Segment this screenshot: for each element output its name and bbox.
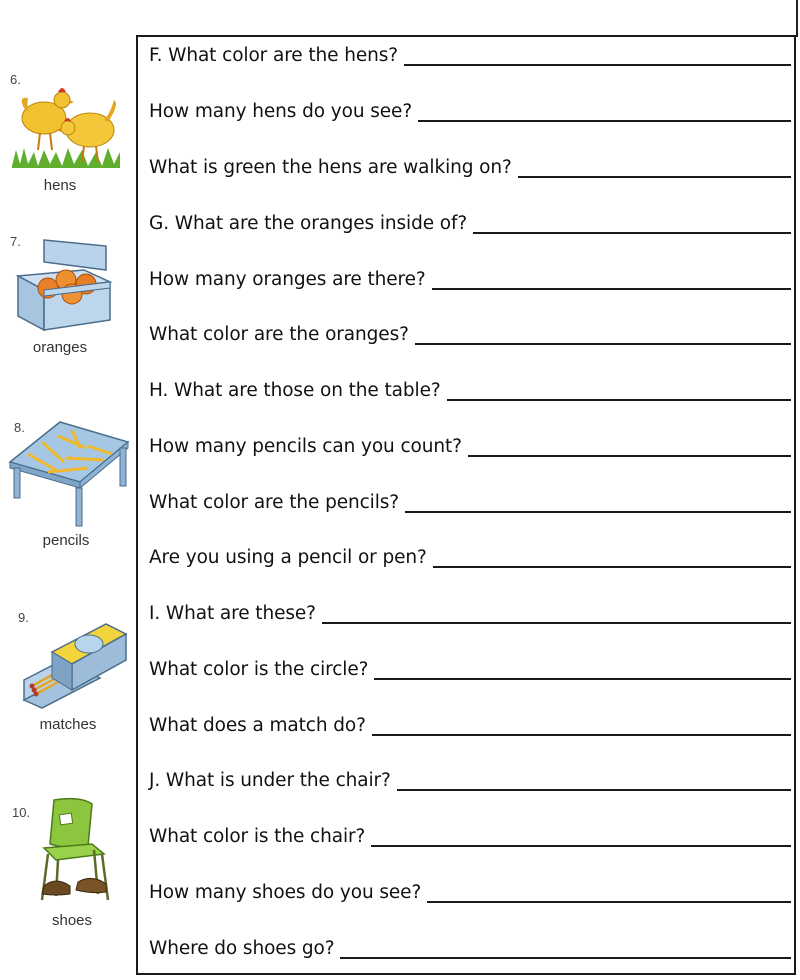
question-row (149, 487, 791, 519)
question-row (149, 598, 791, 630)
question-row (149, 431, 791, 463)
answer-line[interactable] (518, 176, 791, 178)
question-row (149, 821, 791, 853)
question-text: H. What are those on the table? (149, 380, 441, 401)
question-text: J. What is under the chair? (149, 770, 391, 791)
question-row (149, 40, 791, 72)
answer-line[interactable] (427, 901, 791, 903)
answer-line[interactable] (371, 845, 791, 847)
item-caption-oranges: oranges (32, 339, 88, 356)
question-row (149, 933, 791, 965)
answer-line[interactable] (322, 622, 791, 624)
question-text: What color are the pencils? (149, 492, 400, 513)
answer-line[interactable] (433, 566, 791, 568)
item-caption-pencils: pencils (42, 532, 90, 549)
question-text: G. What are the oranges inside of? (149, 213, 468, 234)
item-number-6: 6. (10, 72, 21, 87)
question-row (149, 765, 791, 797)
answer-line[interactable] (405, 511, 791, 513)
question-text: What color is the circle? (149, 659, 369, 680)
question-text: Are you using a pencil or pen? (149, 547, 427, 568)
answer-line[interactable] (340, 957, 791, 959)
question-row (149, 264, 791, 296)
item-caption-hens: hens (43, 177, 77, 194)
pencil-table-icon (8, 418, 130, 528)
question-text: I. What are these? (149, 603, 316, 624)
hens-icon (10, 78, 122, 168)
answer-line[interactable] (404, 64, 791, 66)
answer-line[interactable] (468, 455, 791, 457)
item-caption-shoes: shoes (51, 912, 93, 929)
question-row (149, 96, 791, 128)
item-number-8: 8. (14, 420, 25, 435)
question-row (149, 654, 791, 686)
orange-box-icon (14, 236, 114, 336)
item-number-7: 7. (10, 234, 21, 249)
question-text: F. What color are the hens? (149, 45, 398, 66)
answer-line[interactable] (447, 399, 791, 401)
answer-line[interactable] (418, 120, 791, 122)
answer-line[interactable] (397, 789, 791, 791)
question-text: How many oranges are there? (149, 269, 426, 290)
question-text: How many pencils can you count? (149, 436, 462, 457)
answer-line[interactable] (432, 288, 791, 290)
question-text: Where do shoes go? (149, 938, 335, 959)
answer-line[interactable] (372, 734, 791, 736)
item-number-10: 10. (12, 805, 31, 820)
question-row (149, 710, 791, 742)
question-text: What is green the hens are walking on? (149, 157, 512, 178)
answer-line[interactable] (374, 678, 791, 680)
page-edge-mark (796, 0, 798, 37)
matchbox-icon (22, 620, 130, 710)
question-row (149, 877, 791, 909)
question-text: What color is the chair? (149, 826, 366, 847)
question-row (149, 152, 791, 184)
question-row (149, 208, 791, 240)
question-text: What does a match do? (149, 715, 366, 736)
question-row (149, 319, 791, 351)
item-number-9: 9. (18, 610, 29, 625)
chair-shoes-icon (36, 796, 116, 906)
question-row (149, 542, 791, 574)
question-text: What color are the oranges? (149, 324, 409, 345)
answer-line[interactable] (415, 343, 791, 345)
question-text: How many shoes do you see? (149, 882, 422, 903)
question-row (149, 375, 791, 407)
item-caption-matches: matches (39, 716, 97, 733)
question-text: How many hens do you see? (149, 101, 413, 122)
answer-line[interactable] (473, 232, 791, 234)
